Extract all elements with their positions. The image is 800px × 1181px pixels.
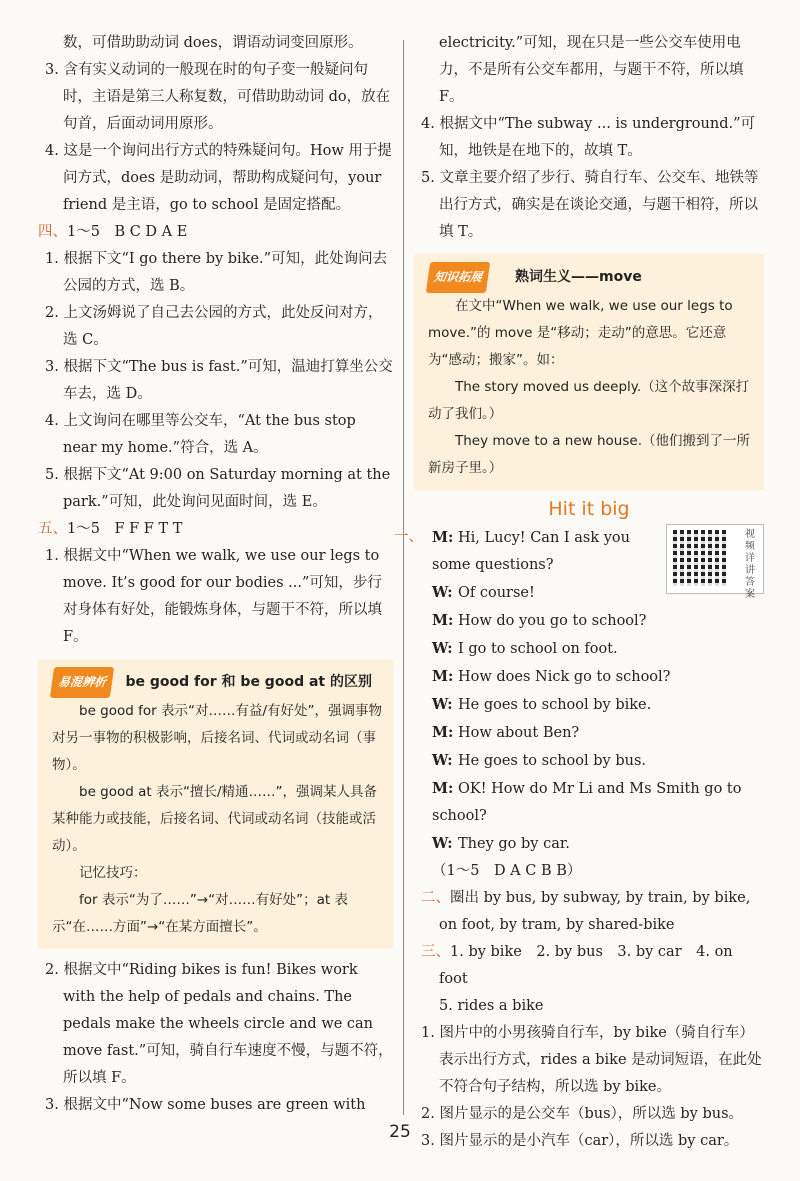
section-one-number: 一、 — [394, 529, 423, 545]
dialog-line: M: How does Nick go to school? — [432, 668, 671, 685]
list-item: 2. 图片显示的是公交车（bus），所以选 by bus。 — [421, 1106, 744, 1122]
dialog-line: W: Of course! — [432, 584, 535, 601]
note-paragraph: They move to a new house.（他们搬到了一所新房子里。） — [428, 433, 750, 476]
list-item: 3. 图片显示的是小汽车（car），所以选 by car。 — [421, 1133, 739, 1149]
list-item: 3. 根据文中“Now some buses are green with — [45, 1097, 366, 1113]
dialog-line: M: How do you go to school? — [432, 612, 647, 629]
qr-code-icon — [673, 530, 729, 586]
section-four-answers: 四、1～5 B C D A E — [38, 224, 188, 240]
list-item: 1. 图片中的小男孩骑自行车，by bike（骑自行车）表示出行方式，rides a bike 是动词短语，在此处不符合句子结构，所以选 by bike。 — [421, 1025, 762, 1095]
listening-section — [394, 524, 764, 885]
page-number: 25 — [389, 1122, 411, 1142]
dialog-line: M: OK! How do Mr Li and Ms Smith go to school? — [432, 780, 742, 824]
dialog-line: W: He goes to school by bus. — [432, 752, 647, 769]
confusable-note-box — [38, 659, 393, 949]
note-title: 熟词生义——move — [515, 269, 642, 285]
dialog-line: M: How about Ben? — [432, 724, 580, 741]
note-paragraph: be good at 表示“擅长/精通……”，强调某人具备某种能力或技能，后接名词、代词或动名词（技能或活动）。 — [52, 784, 378, 854]
list-item: 4. 根据文中“The subway ... is underground.”可知，地铁是在地下的，故填 T。 — [421, 116, 756, 159]
list-item: 5. 文章主要介绍了步行、骑自行车、公交车、地铁等出行方式，确实是在谈论交通，与题干相符，所以填 T。 — [421, 170, 759, 240]
left-column — [38, 30, 393, 1119]
section-two: 二、圈出 by bus, by subway, by train, by bike, on foot, by tram, by shared-bike — [421, 890, 751, 933]
note-paragraph: The story moved us deeply.（这个故事深深打动了我们。） — [428, 379, 750, 422]
knowledge-extension-box — [414, 254, 764, 490]
list-item: 2. 根据文中“Riding bikes is fun! Bikes work with the help of pedals and chains. The pedals make the wheels circle and we can move fast.”可知，骑自行车速度不慢，与题不符，所以填 F。 — [45, 962, 393, 1086]
list-item: 4. 上文询问在哪里等公交车，“At the bus stop near my home.”符合，选 A。 — [45, 413, 356, 456]
dialog-line: M: Hi, Lucy! Can I ask you some questions? — [432, 529, 630, 573]
continued-line: electricity.”可知，现在只是一些公交车使用电力，不是所有公交车都用，与题干不符，所以填 F。 — [439, 35, 744, 105]
dialog-line: W: I go to school on foot. — [432, 640, 618, 657]
qr-caption: 视频详讲答案 — [745, 529, 755, 600]
list-item: 1. 根据下文“I go there by bike.”可知，此处询问去公园的方式，选 B。 — [45, 251, 388, 294]
section-three-line2: 5. rides a bike — [439, 998, 544, 1014]
continued-line: 数，可借助助动词 does，谓语动词变回原形。 — [63, 35, 363, 51]
qr-code[interactable] — [666, 524, 764, 600]
list-item: 3. 根据下文“The bus is fast.”可知，温迪打算坐公交车去，选 D。 — [45, 359, 393, 402]
section-three: 三、1. by bike 2. by bus 3. by car 4. on foot — [421, 944, 733, 987]
list-item: 5. 根据下文“At 9:00 on Saturday morning at the park.”可知，此处询问见面时间，选 E。 — [45, 467, 391, 510]
section-five-answers: 五、1～5 F F F T T — [38, 521, 183, 537]
note-tag: 易混辨析 — [50, 667, 114, 698]
note-paragraph: for 表示“为了……”→“对……有好处”；at 表示“在……方面”→“在某方面擅长”。 — [52, 892, 348, 935]
list-item: 4. 这是一个询问出行方式的特殊疑问句。How 用于提问方式，does 是助动词，帮助构成疑问句，your friend 是主语，go to school 是固定搭配。 — [45, 143, 392, 213]
section-one-answers: （1～5 D A C B B） — [432, 863, 582, 879]
note-tag: 知识拓展 — [426, 262, 490, 293]
note-paragraph: be good for 表示“对……有益/有好处”，强调事物对另一事物的积极影响，后接名词、代词或动名词（事物）。 — [52, 703, 383, 773]
list-item: 1. 根据文中“When we walk, we use our legs to move. It’s good for our bodies ...”可知，步行对身体有好处，能锻炼身体，与题干不符，所以填 F。 — [45, 548, 382, 645]
note-paragraph: 在文中“When we walk, we use our legs to move.”的 move 是“移动；走动”的意思。它还意为“感动；搬家”。如： — [428, 298, 733, 368]
dialog-line: W: They go by car. — [432, 835, 570, 852]
note-title: be good for 和 be good at 的区别 — [125, 674, 372, 690]
dialog-line: W: He goes to school by bike. — [432, 696, 652, 713]
list-item: 2. 上文汤姆说了自己去公园的方式，此处反问对方，选 C。 — [45, 305, 383, 348]
note-paragraph: 记忆技巧： — [79, 865, 147, 881]
column-divider — [403, 40, 404, 1115]
list-item: 3. 含有实义动词的一般现在时的句子变一般疑问句时，主语是第三人称复数，可借助助动词 do，放在句首，后面动词用原形。 — [45, 62, 391, 132]
section-heading: Hit it big — [548, 498, 630, 520]
